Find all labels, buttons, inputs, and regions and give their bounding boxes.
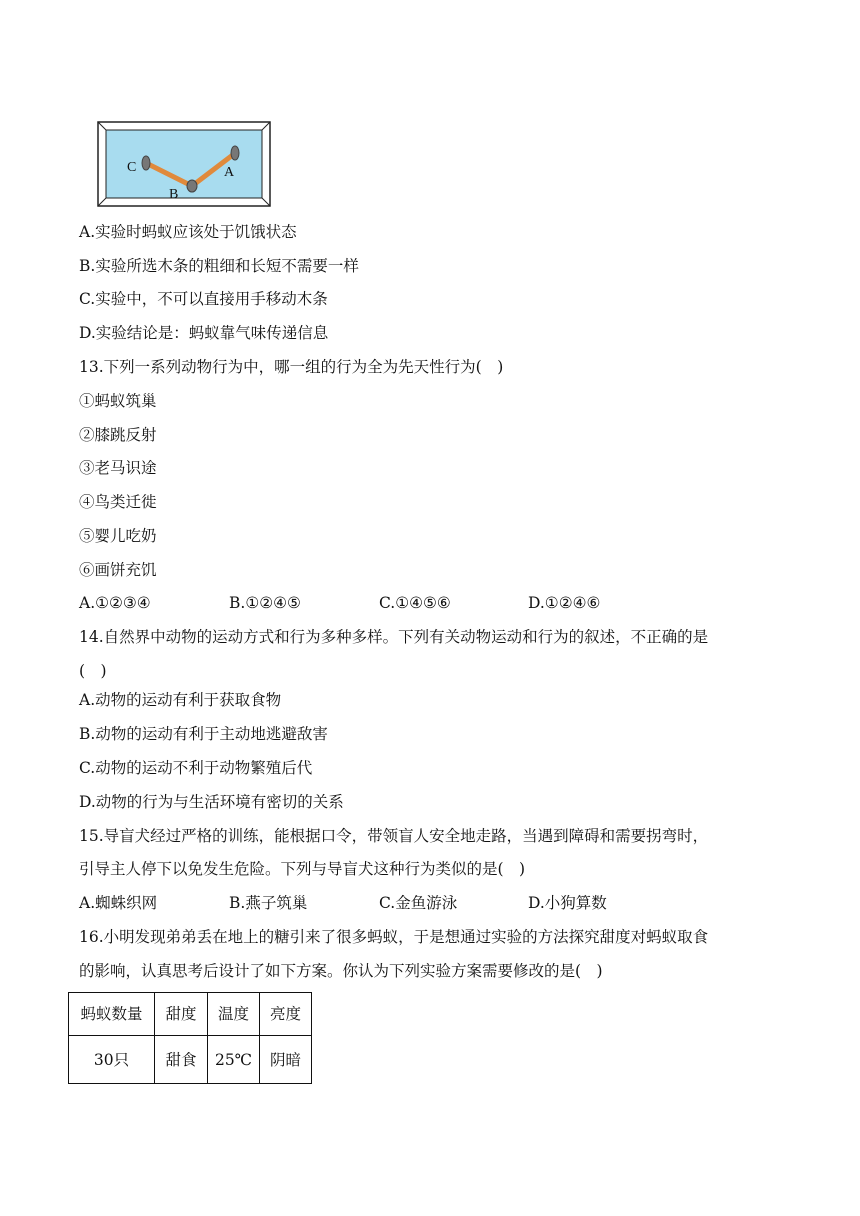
q15-option-a: A.蜘蛛织网 bbox=[79, 894, 158, 912]
label-b: B bbox=[169, 187, 179, 202]
q13-option-a: A.①②③④ bbox=[79, 594, 151, 612]
post-c bbox=[142, 156, 150, 170]
q12-option-b: B.实验所选木条的粗细和长短不需要一样 bbox=[79, 257, 359, 275]
q13-item-5: ⑤婴儿吃奶 bbox=[79, 527, 157, 545]
q13-item-6: ⑥画饼充饥 bbox=[79, 561, 157, 579]
q16-stem-line2: 的影响，认真思考后设计了如下方案。你认为下列实验方案需要修改的是( ) bbox=[79, 962, 603, 980]
q14-option-c: C.动物的运动不利于动物繁殖后代 bbox=[79, 759, 313, 777]
q13-item-1: ①蚂蚁筑巢 bbox=[79, 392, 157, 410]
post-a bbox=[231, 146, 239, 160]
q13-option-d: D.①②④⑥ bbox=[528, 594, 601, 612]
table-header-sweetness: 甜度 bbox=[155, 993, 208, 1036]
q15-option-b: B.燕子筑巢 bbox=[229, 894, 308, 912]
q14-stem-line2: ( ) bbox=[79, 662, 107, 680]
q12-option-a: A.实验时蚂蚁应该处于饥饿状态 bbox=[79, 223, 297, 241]
q15-stem-line2: 引导主人停下以免发生危险。下列与导盲犬这种行为类似的是( ) bbox=[79, 860, 526, 878]
q14-option-d: D.动物的行为与生活环境有密切的关系 bbox=[79, 793, 344, 811]
q15-option-c: C.金鱼游泳 bbox=[379, 894, 458, 912]
table-cell-sweetness: 甜食 bbox=[155, 1036, 208, 1084]
q12-option-c: C.实验中，不可以直接用手移动木条 bbox=[79, 290, 328, 308]
post-b bbox=[187, 180, 197, 192]
table-header-brightness: 亮度 bbox=[260, 993, 312, 1036]
q13-option-c: C.①④⑤⑥ bbox=[379, 594, 451, 612]
q13-stem: 13.下列一系列动物行为中，哪一组的行为全为先天性行为( ) bbox=[79, 358, 504, 376]
label-c: C bbox=[127, 160, 137, 175]
table-header-temperature: 温度 bbox=[208, 993, 260, 1036]
table-cell-ant-count: 30只 bbox=[69, 1036, 155, 1084]
label-a: A bbox=[224, 165, 235, 180]
q14-stem-line1: 14.自然界中动物的运动方式和行为多种多样。下列有关动物运动和行为的叙述，不正确的是 bbox=[79, 628, 709, 646]
table-cell-brightness: 阴暗 bbox=[260, 1036, 312, 1084]
experiment-table bbox=[68, 992, 312, 1084]
ant-experiment-figure bbox=[96, 120, 272, 208]
q15-stem-line1: 15.导盲犬经过严格的训练，能根据口令，带领盲人安全地走路，当遇到障碍和需要拐弯时， bbox=[79, 827, 709, 845]
q13-item-2: ②膝跳反射 bbox=[79, 426, 157, 444]
q14-option-a: A.动物的运动有利于获取食物 bbox=[79, 691, 282, 709]
q15-option-d: D.小狗算数 bbox=[528, 894, 607, 912]
q13-option-b: B.①②④⑤ bbox=[229, 594, 301, 612]
table-header-ant-count: 蚂蚁数量 bbox=[69, 993, 155, 1036]
table-cell-temperature: 25℃ bbox=[208, 1036, 260, 1084]
q14-option-b: B.动物的运动有利于主动地逃避敌害 bbox=[79, 725, 328, 743]
q12-option-d: D.实验结论是：蚂蚁靠气味传递信息 bbox=[79, 324, 329, 342]
q16-stem-line1: 16.小明发现弟弟丢在地上的糖引来了很多蚂蚁，于是想通过实验的方法探究甜度对蚂蚁取食 bbox=[79, 928, 709, 946]
q13-item-3: ③老马识途 bbox=[79, 459, 157, 477]
q13-item-4: ④鸟类迁徙 bbox=[79, 493, 157, 511]
